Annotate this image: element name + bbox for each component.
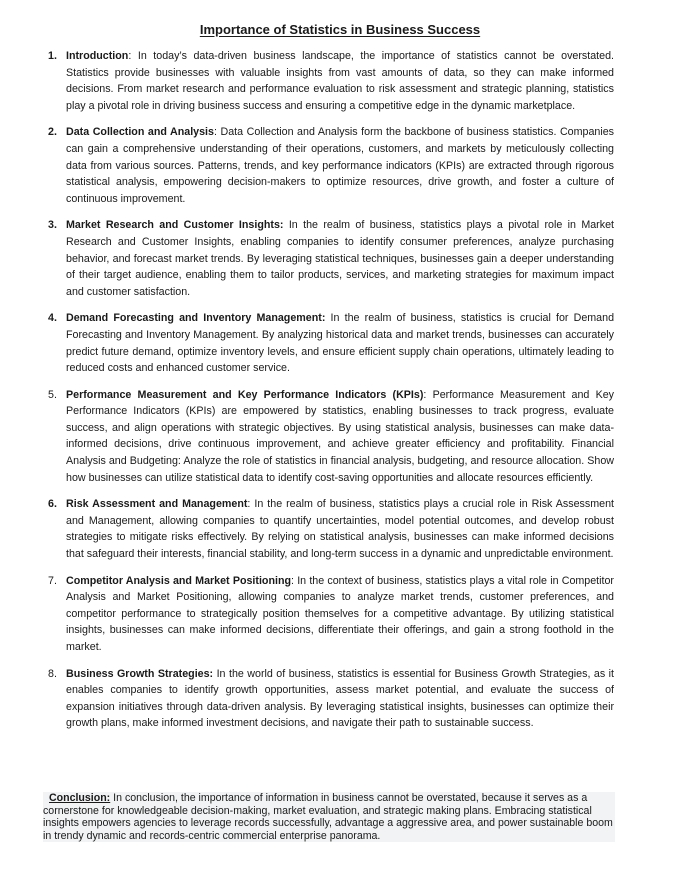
section-risk-assessment <box>48 496 614 562</box>
section-separator: : <box>128 50 132 62</box>
section-heading: Risk Assessment and Management <box>66 498 248 511</box>
section-market-research <box>48 217 614 300</box>
section-text: In the realm of business, statistics plays a crucial role in Risk Assessment and Management, allowing companies to quantify uncertainties, model potential outcomes, and develop robust strategies to mitigate risks effectively. By relying on statistical analysis, businesses can make informed decisions that safeguard their interests, financial stability, and long-term success in a dynamic and unpredictable environment. <box>66 498 614 561</box>
section-data-collection <box>48 124 614 207</box>
section-performance-measurement <box>48 387 614 487</box>
conclusion-heading: Conclusion: <box>49 792 111 804</box>
section-number: 7. <box>48 574 57 587</box>
section-number: 3. <box>48 219 57 232</box>
conclusion-text: In conclusion, the importance of information in business cannot be overstated, because it serves as a cornerstone for knowledgeable decision-making, market evaluation, and strategic making plans. Embracing statistical insights empowers agencies to leverage records successfully, advantage a aggressive area, and power sustainable boom in trendy dynamic and records-centric commercial enterprise panorama. <box>43 792 613 842</box>
section-business-growth <box>48 666 614 732</box>
section-competitor-analysis <box>48 573 614 656</box>
section-number: 4. <box>48 312 57 325</box>
section-introduction <box>48 48 614 114</box>
section-text: In today’s data-driven business landscape, the importance of statistics cannot be overstated. Statistics provide businesses with valuable insights from vast amounts of data, so they can make informed decisions. From market research and performance evaluation to risk assessment and strategic planning, statistics play a pivotal role in driving business success and ensuring a competitive edge in the dynamic marketplace. <box>66 50 614 112</box>
section-text: In the realm of business, statistics is crucial for Demand Forecasting and Inventory Management. By analyzing historical data and market trends, businesses can accurately predict future demand, optimize inventory levels, and ensure efficient supply chain operations, ultimately leading to reduced costs and enhanced customer service. <box>66 312 615 375</box>
section-text: Performance Measurement and Key Performance Indicators (KPIs) are empowered by statistics, enabling businesses to track progress, evaluate success, and align operations with strategic objectives. By using statistical analysis, businesses can make data-informed decisions, drive continuous improvement, and achieve greater efficiency and profitability. Financial Analysis and Budgeting: Analyze the role of statistics in financial analysis, budgeting, and resource allocation. Show how businesses can utilize statistical data to identify cost-saving opportunities and allocate resources efficiently. <box>66 388 614 484</box>
section-separator: : <box>423 388 427 401</box>
section-heading: Demand Forecasting and Inventory Management: <box>66 312 326 325</box>
section-heading: Data Collection and Analysis <box>66 126 214 139</box>
section-number: 1. <box>48 50 57 62</box>
section-heading: Business Growth Strategies: <box>66 667 214 680</box>
conclusion-paragraph <box>43 792 615 842</box>
section-heading: Competitor Analysis and Market Positioning <box>66 574 292 587</box>
section-text: In the world of business, statistics is essential for Business Growth Strategies, as it enables companies to identify growth opportunities, assess market potential, and evaluate the success of expansion initiatives through data-driven analysis. By leveraging statistical insights, businesses can optimize their growth plans, make informed investment decisions, and navigate their path to sustainable success. <box>66 667 614 730</box>
section-separator: : <box>291 574 294 587</box>
section-text: In the context of business, statistics plays a vital role in Competitor Analysis and Market Positioning, allowing companies to analyze market trends, customer preferences, and competitor performance to strategically position themselves for a competitive advantage. By utilizing statistical insights, businesses can make informed decisions, differentiate their offerings, and gain a strong foothold in the market. <box>66 574 614 653</box>
section-number: 8. <box>48 667 57 680</box>
section-separator: : <box>247 498 251 511</box>
section-heading: Performance Measurement and Key Performance Indicators (KPIs) <box>66 388 424 401</box>
section-number: 5. <box>48 388 57 401</box>
section-text: Data Collection and Analysis form the backbone of business statistics. Companies can gain a comprehensive understanding of their operations, customers, and markets by meticulously collecting data from various sources. Patterns, trends, and key performance indicators (KPIs) are extracted through rigorous statistical analysis, empowering decision-makers to optimize resources, drive growth, and foster a culture of continuous improvement. <box>66 126 615 205</box>
section-separator: : <box>213 126 217 139</box>
section-heading: Market Research and Customer Insights: <box>66 219 284 232</box>
page-title: Importance of Statistics in Business Success <box>199 22 481 37</box>
section-number: 6. <box>48 498 57 511</box>
section-list <box>48 48 614 742</box>
section-number: 2. <box>48 126 57 139</box>
section-text: In the realm of business, statistics plays a pivotal role in Market Research and Customer Insights, enabling companies to identify consumer preferences, analyze purchasing behavior, and forecast market trends. By leveraging statistical techniques, businesses gain a deeper understanding of their target audience, enabling them to tailor products, services, and marketing strategies for maximum impact and customer satisfaction. <box>66 219 614 298</box>
section-demand-forecasting <box>48 310 614 376</box>
section-heading: Introduction <box>66 50 129 62</box>
